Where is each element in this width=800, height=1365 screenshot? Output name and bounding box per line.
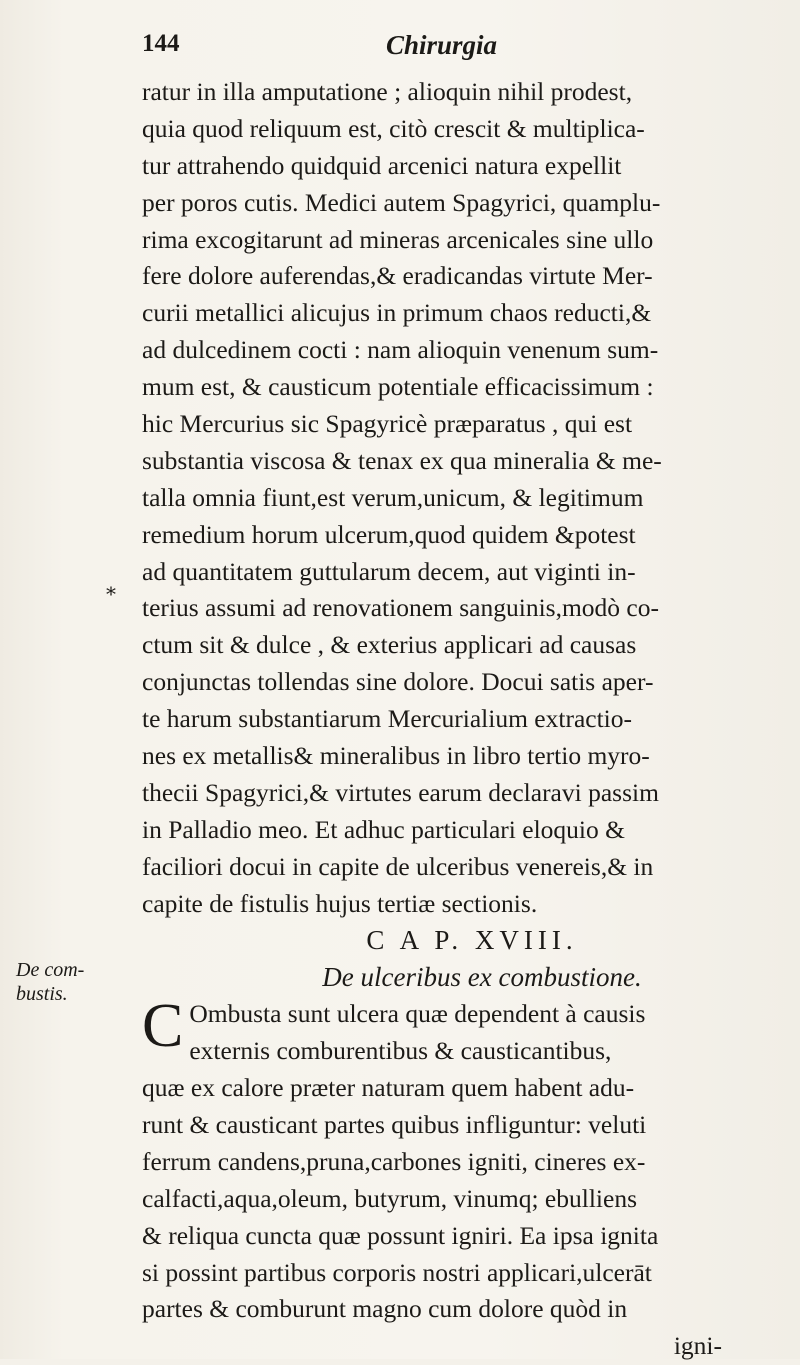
text-line: nes ex metallis& mineralibus in libro tertio myro- [142,741,650,771]
catchword: igni- [673,1331,722,1361]
text-line: partes & comburunt magno cum dolore quòd in [142,1294,628,1324]
margin-asterisk: * [106,582,116,606]
text-line: hic Mercurius sic Spagyricè præparatus , qui est [142,409,633,439]
text-line: remedium horum ulcerum,quod quidem &potest [142,519,636,549]
text-line: rima excogitarunt ad mineras arcenicales sine ullo [142,224,654,254]
text-line: mum est, & causticum potentiale efficacissimum : [142,372,654,402]
text-line: externis comburentibus & causticantibus, [189,1036,612,1066]
running-title: Chirurgia [386,30,498,60]
text-line: ferrum candens,pruna,carbones igniti, cineres ex- [142,1146,646,1176]
text-line: Ombusta sunt ulcera quæ dependent à causis [189,999,646,1029]
chapter-subtitle: De ulceribus ex combustione. [322,962,642,993]
text-line: ad dulcedinem cocti : nam alioquin venenum sum- [142,335,659,365]
text-line: te harum substantiarum Mercurialium extractio- [142,704,633,734]
text-line: tur attrahendo quidquid arcenici natura expellit [142,150,622,180]
text-line: ctum sit & dulce , & exterius applicari ad causas [142,630,637,660]
chapter-body [142,992,782,1365]
text-line: faciliori docui in capite de ulceribus venereis,& in [142,851,654,881]
text-line: conjunctas tollendas sine dolore. Docui satis aper- [142,667,654,697]
text-line: capite de fistulis hujus tertiæ sectionis. [142,888,538,918]
text-line: substantia viscosa & tenax ex qua mineralia & me- [142,445,662,475]
text-line: quia quod reliquum est, citò crescit & multiplica- [142,113,645,143]
text-line: quæ ex calore præter naturam quem habent adu- [142,1073,635,1103]
margin-note-line: De com- [16,959,85,981]
text-line: thecii Spagyrici,& virtutes earum declaravi passim [142,777,659,807]
text-line: curii metallici alicujus in primum chaos reducti,& [142,298,652,328]
text-line: runt & causticant partes quibus infliguntur: veluti [142,1109,647,1139]
text-line: & reliqua cuncta quæ possunt igniri. Ea ipsa ignita [142,1220,659,1250]
margin-note-line: bustis. [16,983,68,1005]
drop-cap: C [142,992,184,1061]
text-line: in Palladio meo. Et adhuc particulari eloquio & [142,814,625,844]
page-header [142,30,662,64]
text-line: ratur in illa amputatione ; alioquin nihil prodest, [142,77,633,106]
text-line: talla omnia fiunt,est verum,unicum, & legitimum [142,482,644,512]
text-line: si possint partibus corporis nostri applicari,ulcerāt [142,1257,652,1287]
text-line: calfacti,aqua,oleum, butyrum, vinumq; ebulliens [142,1183,637,1213]
text-line: terius assumi ad renovationem sanguinis,modò co- [142,593,659,623]
page-number: 144 [142,30,180,57]
text-line: fere dolore auferendas,& eradicandas virtute Mer- [142,261,653,291]
text-line: ad quantitatem guttularum decem, aut viginti in- [142,556,636,586]
margin-note [16,958,86,1006]
text-line: per poros cutis. Medici autem Spagyrici, quamplu- [142,187,661,217]
body-text [142,74,782,1365]
chapter-heading: C A P. XVIII. [366,925,578,956]
